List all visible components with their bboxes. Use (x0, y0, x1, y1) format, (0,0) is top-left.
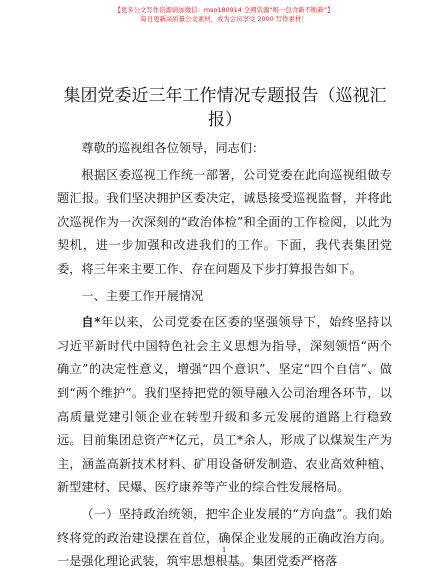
promo-banner (0, 6, 448, 24)
paragraph-text: 年以来，公司党委在区委的坚强领导下，始终坚持以习近平新时代中国特色社会主义思想为指导，深刻领悟“两个确立”的决定性意义，增强“四个意识”、坚定“四个自信”、做到“两个维护”。我们坚持把党的领导融入公司治理各环节，以高质量党建引领企业在转型升级和多元发展的道路上行稳致远。目前集团总资产*亿元，员工*余人，形成了以煤炭生产为主，涵盖高新技术材料、矿用设备研发制造、农业高效种植、新型建材、民爆、医疗康养等产业的综合性发展格局。 (57, 315, 393, 495)
document-body (57, 137, 392, 574)
document-title: 集团党委近三年工作情况专题报告（巡视汇报） (63, 86, 387, 130)
promo-banner-line-1: 【更多公文写作资源请加微信：mso180914 全网资源“唯一包含新不断新”】 (114, 6, 334, 14)
work-overview-paragraph (57, 311, 392, 500)
page-number: 1 (222, 545, 226, 554)
intro-paragraph: 根据区委巡视工作统一部署，公司党委在此向巡视组做专题汇报。我们坚决拥护区委决定，诚恳接受巡视监督，并将此次巡视作为一次深刻的“政治体检”和全面的工作检阅，以此为契机，进一步加强和改进我们的工作。下面，我代表集团党委，将三年来主要工作、存在问题及下步打算报告如下。 (57, 167, 392, 276)
promo-banner-line-2: 每日更新高质量公文素材，成为会员享受 2000 写作素材！ (140, 15, 308, 23)
greeting: 尊敬的巡视组各位领导，同志们： (81, 141, 265, 155)
section-heading: 一、主要工作开展情况 (81, 288, 204, 303)
paragraph-lead: 自* (81, 315, 101, 330)
political-leadership-paragraph: （一）坚持政治统领，把牢企业发展的“方向盘”。我们始终将党的政治建设摆在首位，确保企业发展的正确政治方向。一是强化理论武装，筑牢思想根基。集团党委严格落 (57, 506, 392, 569)
